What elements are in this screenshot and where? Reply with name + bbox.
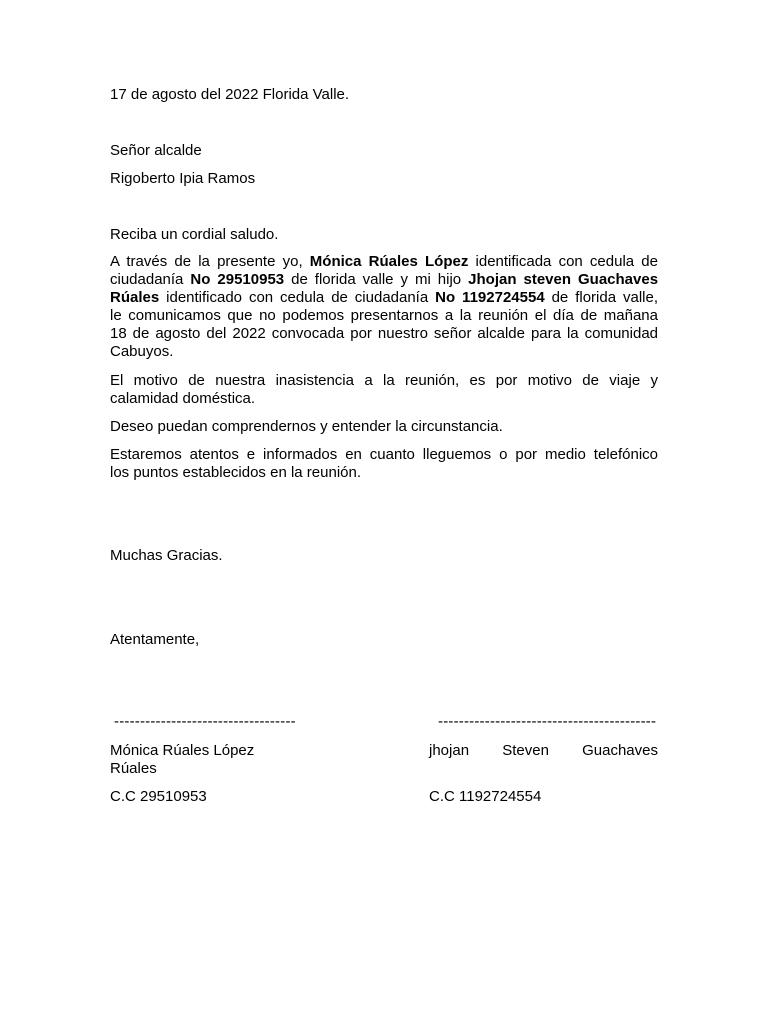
paragraph-3: Deseo puedan comprendernos y entender la circunstancia. <box>110 418 503 435</box>
thanks: Muchas Gracias. <box>110 547 223 564</box>
paragraph-1-line-5: 18 de agosto del 2022 convocada por nuestro señor alcalde para la comunidad <box>110 325 658 342</box>
paragraph-4: Estaremos atentos e informados en cuanto lleguemos o por medio telefónico los puntos establecidos en la reunión. <box>110 446 658 481</box>
signer-id-left: C.C 29510953 <box>110 788 207 805</box>
date-line: 17 de agosto del 2022 Florida Valle. <box>110 86 350 103</box>
paragraph-1-line-3: Rúales identificado con cedula de ciudadanía No 1192724554 de florida valle, <box>110 289 659 306</box>
signer-name-left-continued: Rúales <box>110 760 157 777</box>
son-id-number: No 1192724554 <box>435 289 545 306</box>
signer-name-left: Mónica Rúales López <box>110 742 255 759</box>
signer-id-right: C.C 1192724554 <box>429 788 542 805</box>
signature-line-left: ----------------------------------- <box>114 713 296 730</box>
paragraph-1-line-1: A través de la presente yo, Mónica Rúales López identificada con cedula de <box>110 253 658 270</box>
signer-name-right: jhojan Steven Guachaves <box>429 742 658 759</box>
greeting: Reciba un cordial saludo. <box>110 226 279 243</box>
paragraph-2: El motivo de nuestra inasistencia a la reunión, es por motivo de viaje y calamidad doméstica. <box>110 372 658 407</box>
mother-id-number: No 29510953 <box>190 271 285 288</box>
paragraph-1 <box>110 253 658 361</box>
recipient-name: Rigoberto Ipia Ramos <box>110 170 256 187</box>
paragraph-1-line-6: Cabuyos. <box>110 343 174 360</box>
son-name: Jhojan steven Guachaves <box>468 271 659 288</box>
paragraph-1-line-4: le comunicamos que no podemos presentarnos a la reunión el día de mañana <box>110 307 658 324</box>
closing: Atentamente, <box>110 631 200 648</box>
paragraph-1-line-2: ciudadanía No 29510953 de florida valle y mi hijo Jhojan steven Guachaves <box>110 271 659 288</box>
recipient-title: Señor alcalde <box>110 142 202 159</box>
mother-name: Mónica Rúales López <box>309 253 469 270</box>
signature-line-right: ------------------------------------------ <box>438 713 657 730</box>
